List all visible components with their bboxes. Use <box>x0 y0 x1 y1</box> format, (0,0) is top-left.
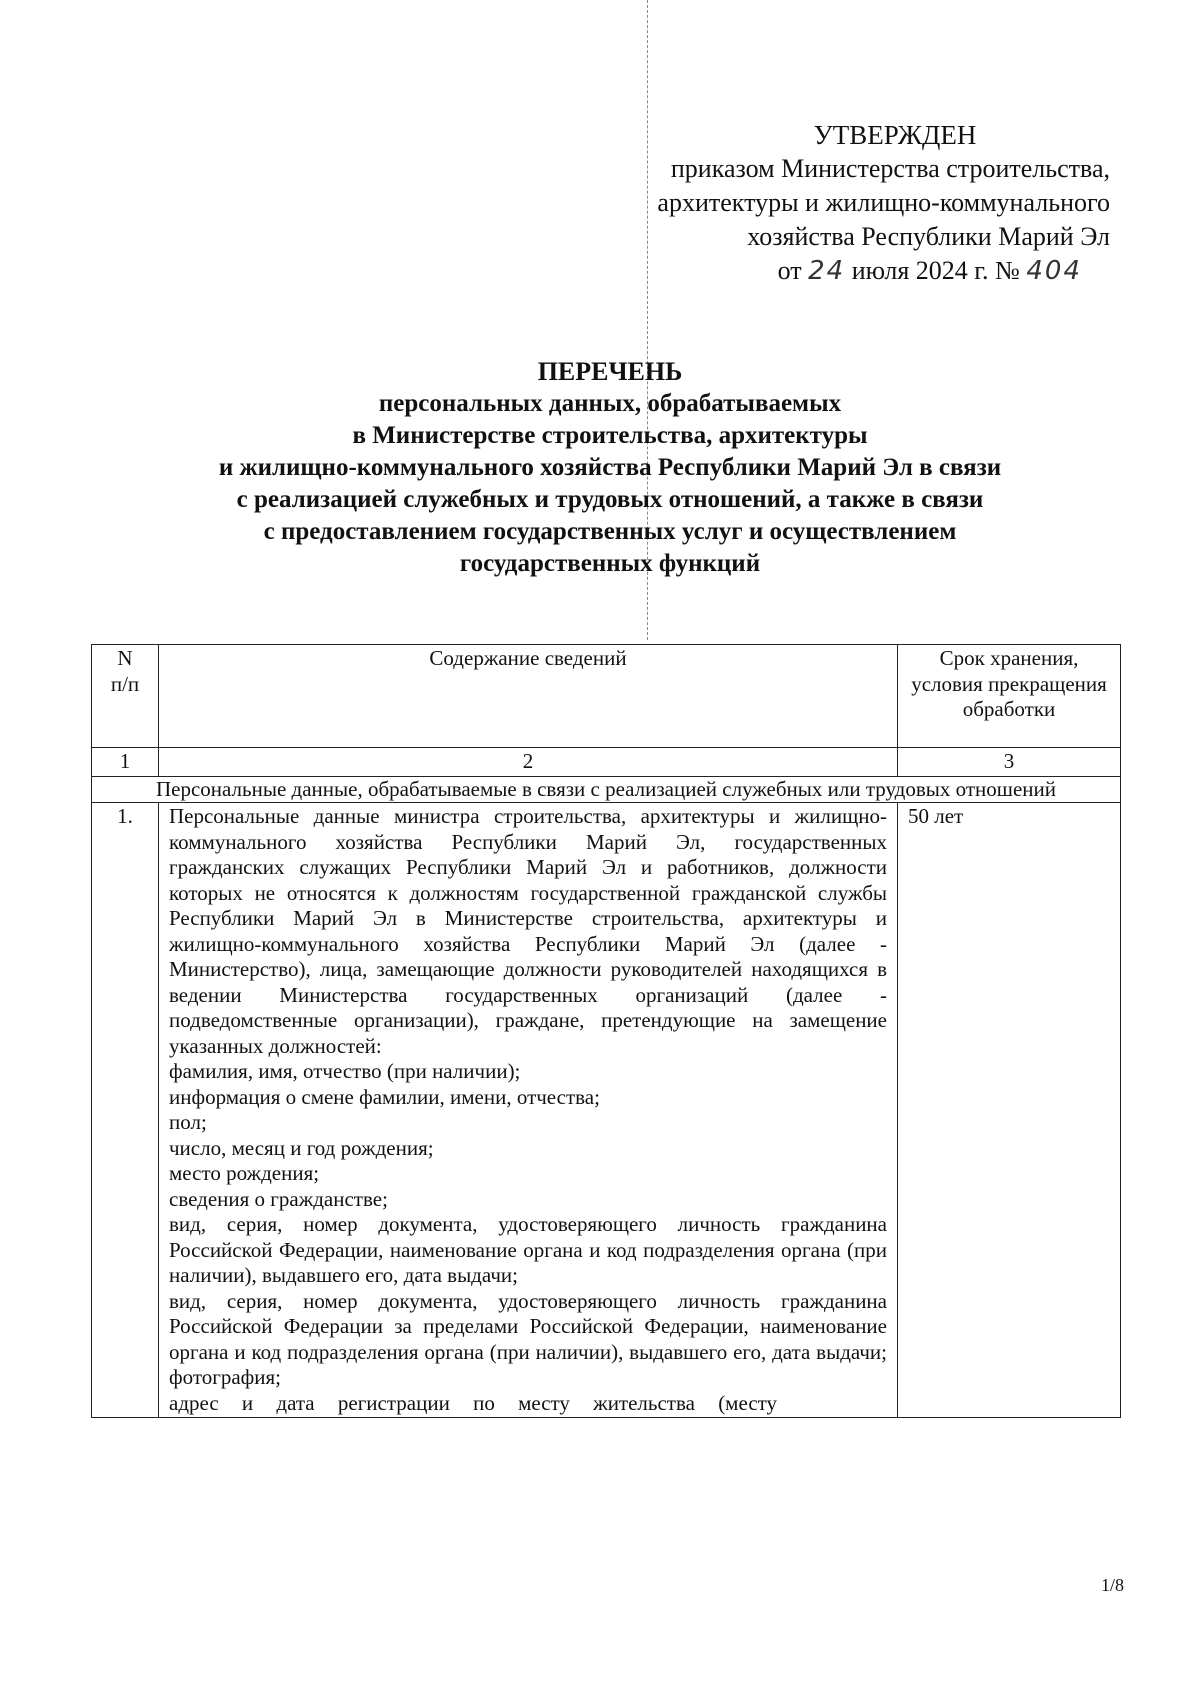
personal-data-table <box>91 644 1121 1418</box>
handwritten-order-number: 404 <box>1026 256 1082 286</box>
approval-line: хозяйства Республики Марий Эл <box>747 222 1110 251</box>
column-number: 3 <box>898 748 1121 777</box>
column-number: 1 <box>92 748 159 777</box>
table-column-numbers-row <box>92 748 1121 777</box>
title-line: в Министерстве строительства, архитектуры <box>352 422 868 449</box>
approval-line: архитектуры и жилищно-коммунального <box>657 188 1110 217</box>
content-paragraph: вид, серия, номер документа, удостоверяющего личность гражданина Российской Федерации, наименование органа и код подразделения органа (при наличии), выдавшего его, дата выдачи; <box>169 1212 887 1287</box>
page-number: 1/8 <box>1100 1575 1124 1595</box>
content-paragraph: Персональные данные министра строительства, архитектуры и жилищно-коммунального хозяйства Республики Марий Эл, государственных гражданских служащих Республики Марий Эл и работников, должности которых не относятся к должностям государственной гражданской службы Республики Марий Эл в Министерстве строительства, архитектуры и жилищно-коммунального хозяйства Республики Марий Эл (далее - Министерство), лица, замещающие должности руководителей находящихся в ведении Министерства государственных организаций (далее - подведомственные организации), граждане, претендующие на замещение указанных должностей: <box>169 804 887 1058</box>
title-line: и жилищно-коммунального хозяйства Республики Марий Эл в связи <box>218 454 1002 481</box>
table-header-row <box>92 645 1121 748</box>
title-main: ПЕРЕЧЕНЬ <box>537 357 683 386</box>
date-middle: июля 2024 г. № <box>851 256 1020 285</box>
header-term: Срок хранения, условия прекращения обработки <box>898 645 1121 748</box>
content-paragraph: число, месяц и год рождения; <box>169 1135 434 1160</box>
content-paragraph: информация о смене фамилии, имени, отчества; <box>169 1084 600 1109</box>
row-number: 1. <box>92 803 159 1418</box>
header-content: Содержание сведений <box>159 645 898 748</box>
table-row <box>92 803 1121 1418</box>
date-prefix: от <box>777 256 802 285</box>
content-paragraph: адрес и дата регистрации по месту жительства (месту <box>169 1390 778 1415</box>
content-paragraph: вид, серия, номер документа, удостоверяющего личность гражданина Российской Федерации за пределами Российской Федерации, наименование органа и код подразделения органа (при наличии), выдавшего его, дата выдачи; фотография; <box>169 1288 887 1389</box>
content-paragraph: место рождения; <box>169 1161 320 1185</box>
approval-line: приказом Министерства строительства, <box>670 154 1110 183</box>
row-term: 50 лет <box>898 803 1121 1418</box>
column-number: 2 <box>159 748 898 777</box>
title-line: с предоставлением государственных услуг и осуществлением <box>263 518 957 545</box>
table-section-row <box>92 776 1121 803</box>
section-title: Персональные данные, обрабатываемые в связи с реализацией служебных или трудовых отношений <box>92 776 1121 803</box>
approval-stamp <box>590 118 1110 288</box>
row-content <box>159 803 898 1418</box>
content-paragraph: сведения о гражданстве; <box>169 1186 388 1211</box>
content-paragraph: фамилия, имя, отчество (при наличии); <box>169 1059 521 1083</box>
title-line: с реализацией служебных и трудовых отношений, а также в связи <box>236 486 984 513</box>
title-line: персональных данных, обрабатываемых <box>378 390 842 417</box>
approval-date-line <box>590 254 1110 288</box>
title-line: государственных функций <box>459 550 761 577</box>
document-title <box>130 356 1090 580</box>
header-number: N п/п <box>92 645 159 748</box>
approval-heading: УТВЕРЖДЕН <box>813 120 977 150</box>
handwritten-day: 24 <box>808 256 846 286</box>
content-paragraph: пол; <box>169 1110 207 1134</box>
